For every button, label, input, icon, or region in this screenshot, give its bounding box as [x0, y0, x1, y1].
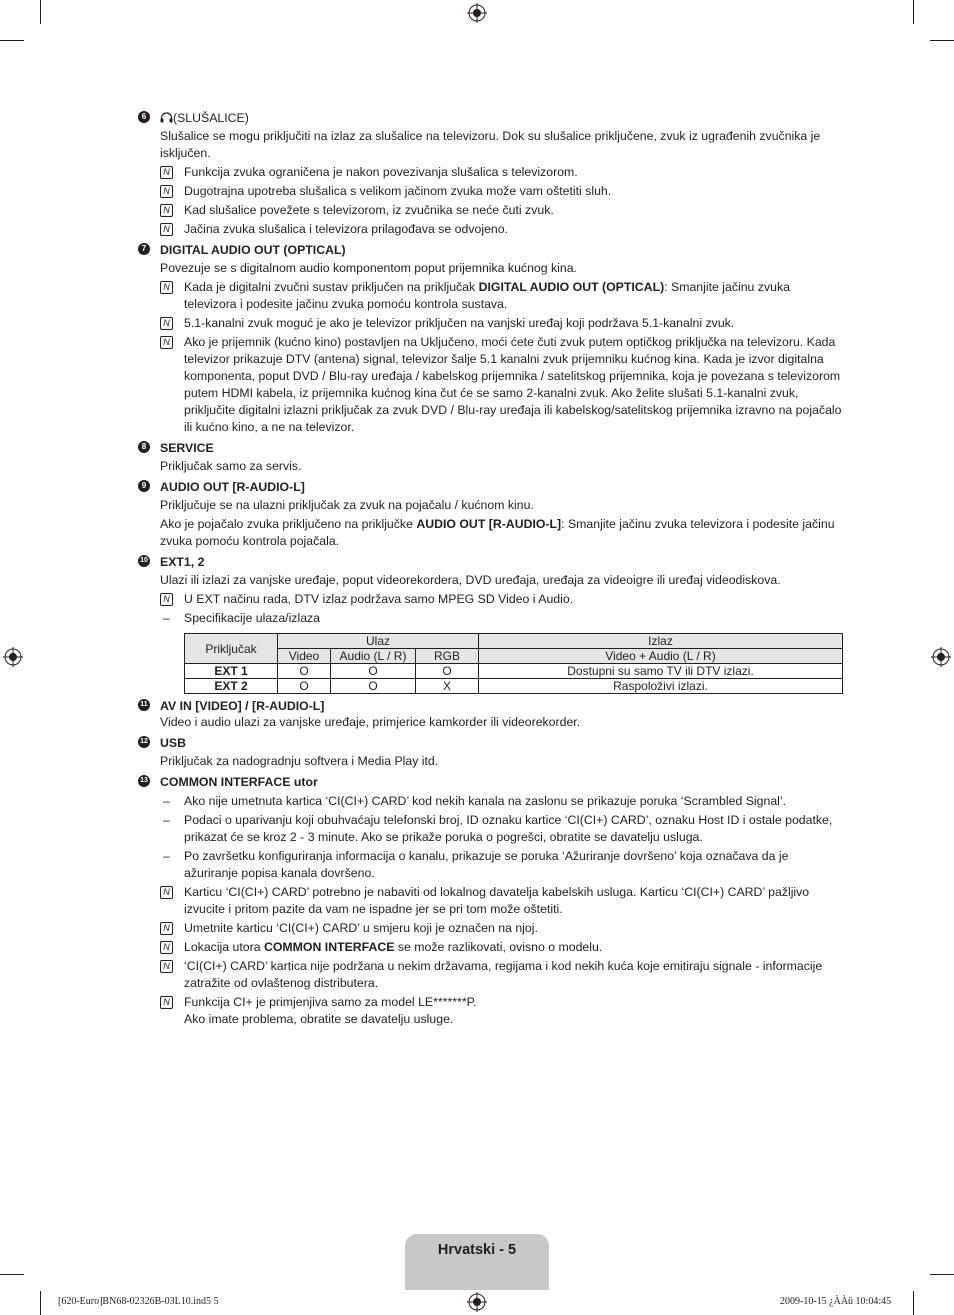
crop-mark	[913, 0, 914, 24]
section-body: Povezuje se s digitalnom audio komponentom poput prijemnika kućnog kina.	[160, 261, 577, 275]
section-number: 12	[138, 736, 150, 748]
dash-item: – Po završetku konfiguriranja informacija o kanalu, prikazuje se poruka ‘Ažuriranje dovršeno’ koja označava da je ažuriranje popisa kanala dovršeno.	[163, 849, 789, 880]
section-number: 7	[138, 243, 150, 255]
section-usb	[138, 735, 844, 770]
crop-mark	[0, 40, 24, 41]
section-body: Priključak za nadogradnju softvera i Media Play itd.	[160, 754, 439, 768]
note-icon: N	[160, 166, 173, 179]
section-title: SERVICE	[160, 441, 214, 455]
section-common-interface	[138, 774, 844, 1028]
note: N Jačina zvuka slušalica i televizora prilagođava se odvojeno.	[160, 221, 844, 238]
table-cell: X	[416, 679, 479, 694]
headphone-icon	[160, 112, 173, 123]
page-content	[138, 110, 844, 1030]
section-number: 9	[138, 480, 150, 492]
table-cell: EXT 1	[185, 664, 278, 679]
section-title: (SLUŠALICE)	[160, 110, 844, 127]
section-ext	[138, 554, 844, 694]
table-cell: O	[331, 664, 416, 679]
section-body: Ako je pojačalo zvuka priključeno na priključke AUDIO OUT [R-AUDIO-L]: Smanjite jačinu zvuka televizora i podesite jačinu zvuka pomoću kontrola pojačala.	[160, 517, 835, 548]
note: N Umetnite karticu ‘CI(CI+) CARD’ u smjeru koji je označen na njoj.	[160, 920, 844, 937]
section-digital-audio-out	[138, 242, 844, 436]
table-header: Priključak	[185, 634, 278, 664]
section-number: 6	[138, 111, 150, 123]
registration-mark-icon	[467, 3, 487, 23]
note-icon: N	[160, 281, 173, 294]
note-icon: N	[160, 223, 173, 236]
section-title: USB	[160, 736, 186, 750]
dash-item: – Specifikacije ulaza/izlaza	[163, 611, 321, 625]
note: N Kada je digitalni zvučni sustav priključen na priključak DIGITAL AUDIO OUT (OPTICAL): Smanjite jačinu zvuka televizora i podesite jačinu zvuka pomoću kontrola sustava.	[160, 279, 844, 313]
note: N Funkcija zvuka ograničena je nakon povezivanja slušalica s televizorom.	[160, 164, 844, 181]
note-icon: N	[160, 204, 173, 217]
table-header: RGB	[416, 649, 479, 664]
section-title: COMMON INTERFACE utor	[160, 775, 318, 789]
note: N ‘CI(CI+) CARD’ kartica nije podržana u nekim državama, regijama i kod nekih kuća koje emitiraju signale - informacije zatražite od ovlaštenog distributera.	[160, 958, 844, 992]
page-label: Hrvatski - 5	[437, 1242, 517, 1258]
section-title: DIGITAL AUDIO OUT (OPTICAL)	[160, 243, 346, 257]
table-cell: Raspoloživi izlazi.	[479, 679, 843, 694]
table-header: Video	[278, 649, 331, 664]
note: N U EXT načinu rada, DTV izlaz podržava samo MPEG SD Video i Audio.	[160, 591, 844, 608]
crop-mark	[930, 1274, 954, 1275]
note-icon: N	[160, 336, 173, 349]
note-icon: N	[160, 996, 173, 1009]
registration-mark-icon	[3, 647, 23, 667]
section-title: AV IN [VIDEO] / [R-AUDIO-L]	[160, 699, 325, 713]
section-title: EXT1, 2	[160, 555, 205, 569]
crop-mark	[40, 1291, 41, 1315]
note: N Karticu ‘CI(CI+) CARD’ potrebno je nabaviti od lokalnog davatelja kabelskih usluga. Karticu ‘CI(CI+) CARD’ pažljivo izvucite i pritom pazite da vam ne ispadne jer se pri tom može oštetiti.	[160, 884, 844, 918]
section-number: 11	[138, 699, 150, 711]
io-spec-table	[184, 633, 843, 694]
section-headphones	[138, 110, 844, 238]
section-number: 10	[138, 555, 150, 567]
print-slug-right: 2009-10-15 ¿ÀÀü 10:04:45	[780, 1296, 892, 1307]
section-title: AUDIO OUT [R-AUDIO-L]	[160, 480, 305, 494]
section-number: 13	[138, 775, 150, 787]
note-icon: N	[160, 922, 173, 935]
note-icon: N	[160, 941, 173, 954]
section-body: Priključuje se na ulazni priključak za zvuk na pojačalu / kućnom kinu.	[160, 498, 534, 512]
section-audio-out	[138, 479, 844, 550]
note: N Kad slušalice povežete s televizorom, iz zvučnika se neće čuti zvuk.	[160, 202, 844, 219]
note-icon: N	[160, 593, 173, 606]
dash-item: – Ako nije umetnuta kartica ‘CI(CI+) CARD’ kod nekih kanala na zaslonu se prikazuje poruka ‘Scrambled Signal’.	[163, 794, 787, 808]
table-cell: O	[278, 679, 331, 694]
crop-mark	[913, 1291, 914, 1315]
section-body: Slušalice se mogu priključiti na izlaz za slušalice na televizoru. Dok su slušalice priključene, zvuk iz ugrađenih zvučnika je isključen.	[160, 129, 821, 160]
table-header: Izlaz	[479, 634, 843, 649]
section-service	[138, 440, 844, 475]
note-icon: N	[160, 960, 173, 973]
section-number: 8	[138, 441, 150, 453]
crop-mark	[0, 1274, 24, 1275]
table-header: Ulaz	[278, 634, 479, 649]
note: N Funkcija CI+ je primjenjiva samo za model LE*******P. Ako imate problema, obratite se davatelju usluge.	[160, 994, 844, 1028]
note: N Lokacija utora COMMON INTERFACE se može razlikovati, ovisno o modelu.	[160, 939, 844, 956]
table-cell: O	[331, 679, 416, 694]
note-icon: N	[160, 317, 173, 330]
section-av-in	[138, 698, 844, 731]
registration-mark-icon	[931, 647, 951, 667]
section-body: Video i audio ulazi za vanjske uređaje, primjerice kamkorder ili videorekorder.	[160, 715, 581, 729]
table-cell: Dostupni su samo TV ili DTV izlazi.	[479, 664, 843, 679]
note-icon: N	[160, 185, 173, 198]
note: N Dugotrajna upotreba slušalica s velikom jačinom zvuka može vam oštetiti sluh.	[160, 183, 844, 200]
table-row	[185, 679, 843, 694]
section-body: Ulazi ili izlazi za vanjske uređaje, poput videorekordera, DVD uređaja, uređaja za videoigre ili uređaj videodiskova.	[160, 573, 781, 587]
note: N 5.1-kanalni zvuk moguć je ako je televizor priključen na vanjski uređaj koji podržava 5.1-kanalni zvuk.	[160, 315, 844, 332]
page-number-tab	[405, 1234, 549, 1290]
table-header: Video + Audio (L / R)	[479, 649, 843, 664]
crop-mark	[930, 40, 954, 41]
dash-item: – Podaci o uparivanju koji obuhvaćaju telefonski broj, ID oznaku kartice ‘CI(CI+) CARD’, oznaku Host ID i ostale podatke, prikazat će se kroz 2 - 3 minute. Ako se prikaže poruka o pogrešci, obratite se davatelju usluga.	[163, 813, 833, 844]
note: N Ako je prijemnik (kućno kino) postavljen na Uključeno, moći ćete čuti zvuk putem optičkog priključka na televizoru. Kada televizor prikazuje DTV (antena) signal, televizor šalje 5.1 kanalni zvuk prijemniku kućnog kina. Kada je izvor digitalna komponenta, poput DVD / Blu-ray uređaja / kabelskog prijemnika / satelitskog prijemnika, koja je povezana s televizorom putem HDMI kabela, iz prijemnika kućnog kina čut će se samo 2-kanalni zvuk. Ako želite slušati 5.1-kanalni zvuk, priključite digitalni izlazni priključak za zvuk DVD / Blu-ray uređaja ili kabelskog/satelitskog prijemnika izravno na pojačalo ili kućno kino, a ne na televizor.	[160, 334, 844, 436]
print-slug-left: [620-Euro]BN68-02326B-03L10.ind5 5	[58, 1296, 219, 1307]
registration-mark-icon	[467, 1292, 487, 1312]
section-body: Priključak samo za servis.	[160, 459, 302, 473]
table-cell: O	[278, 664, 331, 679]
note-icon: N	[160, 886, 173, 899]
crop-mark	[40, 0, 41, 24]
table-cell: O	[416, 664, 479, 679]
table-cell: EXT 2	[185, 679, 278, 694]
table-row	[185, 664, 843, 679]
table-header: Audio (L / R)	[331, 649, 416, 664]
